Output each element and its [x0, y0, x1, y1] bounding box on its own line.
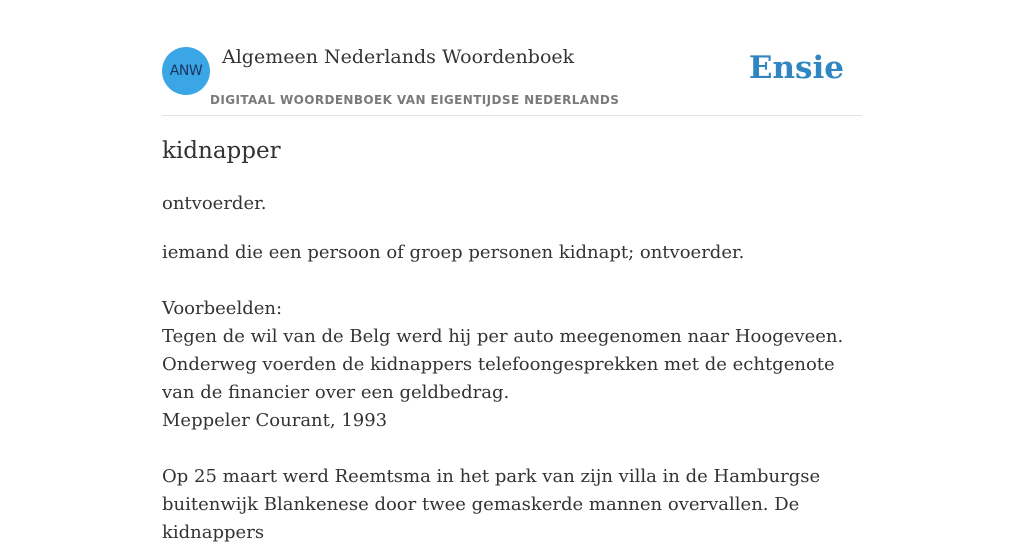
site-title[interactable]: Algemeen Nederlands Woordenboek — [222, 46, 575, 68]
site-subtitle: DIGITAAL WOORDENBOEK VAN EIGENTIJDSE NEDERLANDS — [210, 93, 620, 107]
examples-label: Voorbeelden: — [162, 298, 283, 319]
example-source: Meppeler Courant, 1993 — [162, 410, 388, 431]
entry-body — [162, 239, 862, 547]
anw-logo-icon[interactable]: ANW — [162, 47, 210, 95]
example-text: Op 25 maart werd Reemtsma in het park van zijn villa in de Hamburgse buitenwijk Blankenese door twee gemaskerde mannen overvallen. De kidnappers — [162, 466, 821, 543]
spacer — [162, 435, 862, 463]
example-text: Tegen de wil van de Belg werd hij per auto meegenomen naar Hoogeveen. Onderweg voerden de kidnappers telefoongesprekken met de echtgenote van de financier over een geldbedrag. — [162, 326, 844, 403]
definition-text: iemand die een persoon of groep personen kidnapt; ontvoerder. — [162, 242, 745, 263]
spacer — [162, 267, 862, 295]
short-definition: ontvoerder. — [162, 193, 267, 214]
site-header — [162, 0, 862, 116]
ensie-logo-link[interactable]: Ensie — [748, 50, 844, 86]
page — [162, 0, 862, 543]
entry-word: kidnapper — [162, 138, 281, 164]
